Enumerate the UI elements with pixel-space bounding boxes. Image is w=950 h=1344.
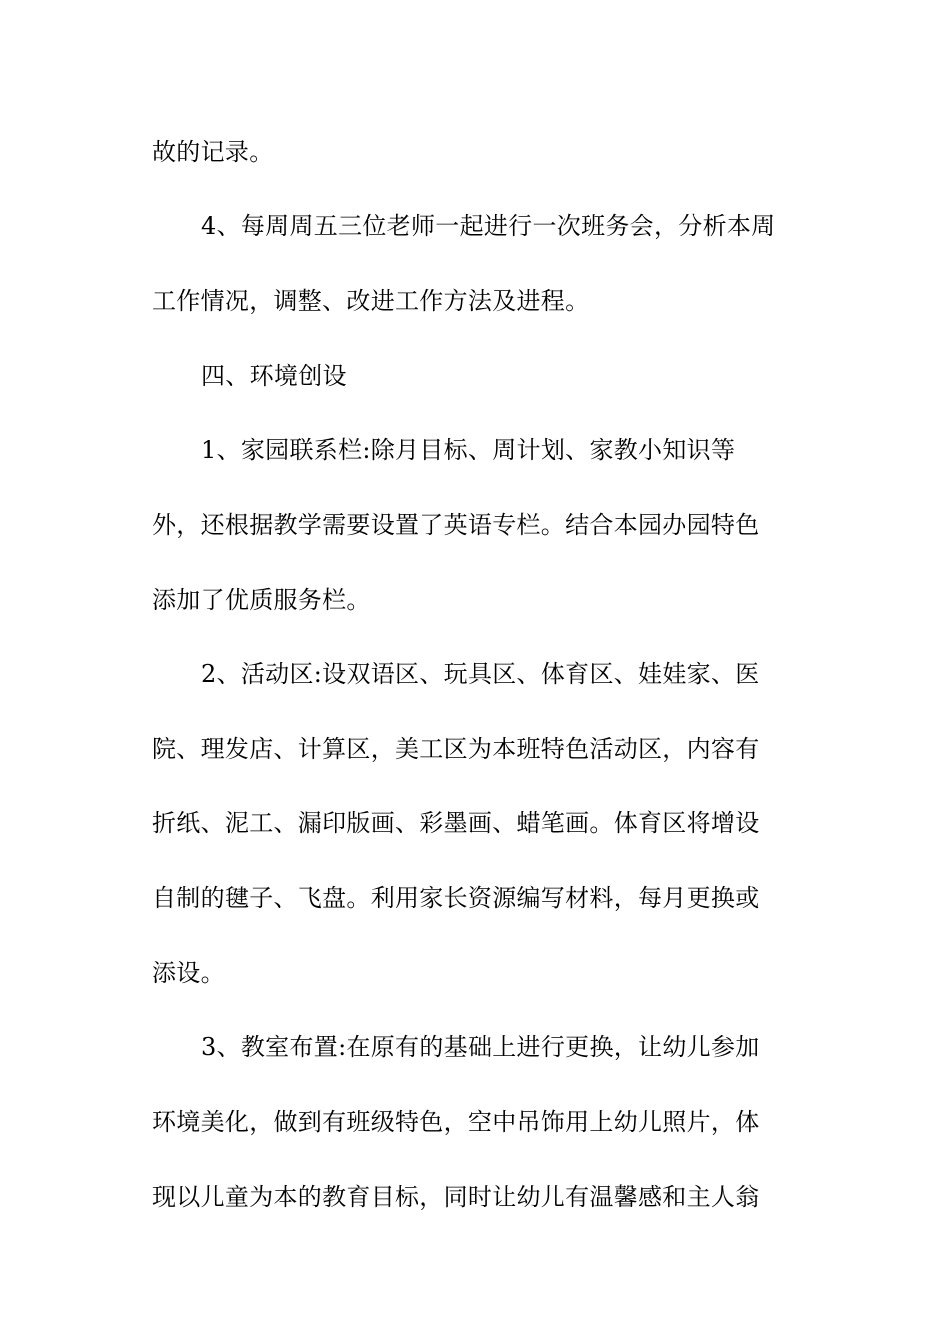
- text-line: 3、教室布置:在原有的基础上进行更换，让幼儿参加: [201, 1033, 760, 1061]
- text-line: 2、活动区:设双语区、玩具区、体育区、娃娃家、医: [201, 660, 760, 688]
- text-line: 折纸、泥工、漏印版画、彩墨画、蜡笔画。体育区将增设: [152, 809, 760, 837]
- text-line: 添设。: [152, 959, 225, 987]
- text-line: 1、家园联系栏:除月目标、周计划、家教小知识等: [201, 436, 736, 464]
- text-line: 环境美化，做到有班级特色，空中吊饰用上幼儿照片，体: [152, 1108, 760, 1136]
- text-line: 工作情况，调整、改进工作方法及进程。: [152, 287, 590, 315]
- text-line: 添加了优质服务栏。: [152, 586, 371, 614]
- text-line: 故的记录。: [152, 138, 274, 166]
- text-line: 院、理发店、计算区，美工区为本班特色活动区，内容有: [152, 735, 760, 763]
- text-line: 自制的毽子、飞盘。利用家长资源编写材料，每月更换或: [152, 884, 760, 912]
- text-line: 外，还根据教学需要设置了英语专栏。结合本园办园特色: [152, 511, 760, 539]
- text-line: 现以儿童为本的教育目标，同时让幼儿有温馨感和主人翁: [152, 1183, 760, 1211]
- text-line: 4、每周周五三位老师一起进行一次班务会，分析本周: [201, 212, 776, 240]
- section-heading: 四、环境创设: [201, 362, 347, 390]
